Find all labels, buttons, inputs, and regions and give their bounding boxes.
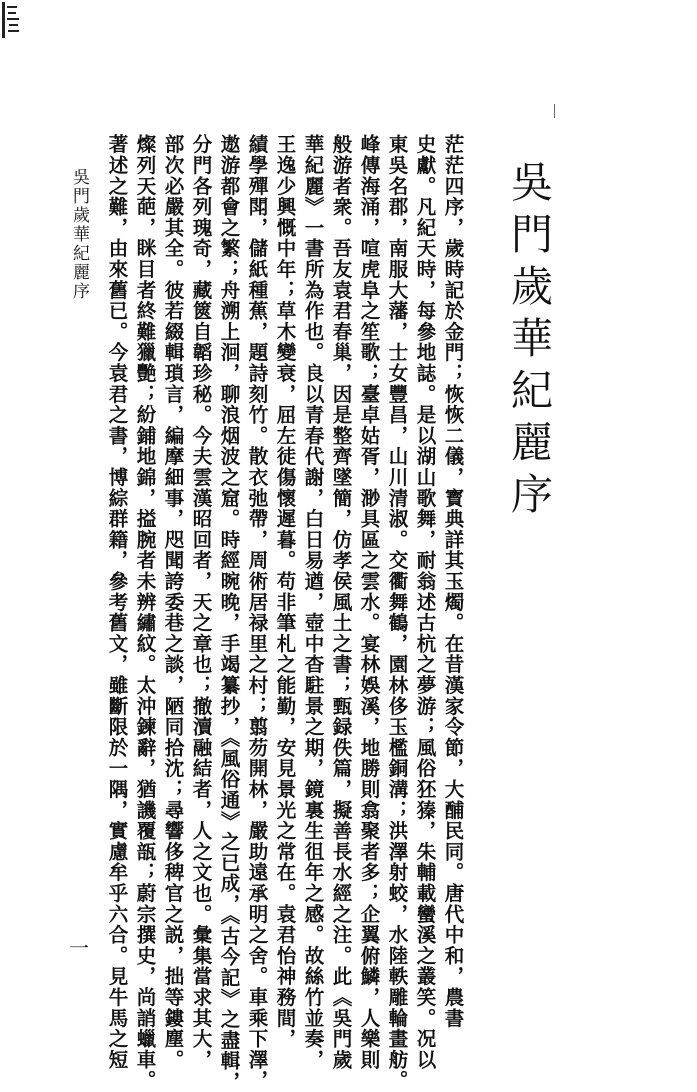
- text-column-3: 東吳名郡，南服大藩，士女豐昌，山川清淑。交衢舞鶴，園林侈玉檻銅溝；洪澤射蛟，水陸軼雕輪畫舫。: [385, 134, 409, 1091]
- text-column-7: 王逸少興慨中年；草木變衰，屈左徒傷懷遲暮。苟非筆札之能勤，安見景光之常在。袁君怡神務間，: [273, 134, 297, 1050]
- running-title: 吳門歲華紀麗序: [69, 168, 89, 301]
- text-column-4: 峰傳海涌，喧虎阜之笙歌；臺卓姑胥，渺具區之雲水。宴林娛溪，地勝則翕聚者多；企翼俯鱗，人樂則: [357, 134, 381, 1070]
- text-column-13: 著述之難，由來舊已。今袁君之書，博綜群籍，參考舊文，雖斷限於一隅，實慮牟乎六合。見牛馬之短: [105, 134, 129, 1070]
- text-column-12: 燦列天葩，眯目者終難獵艷；紛鋪地錦，搤腕者未辨繡紋。太沖鍊辭，猶譏覆瓿；蔚宗撰史，尚誚蠟車。: [133, 134, 157, 1091]
- text-column-1: 茫茫四序，歲時記於金門；恢恢二儀，寳典詳其玉燭。在昔漢家令節，大酺民同。唐代中和，農書: [441, 134, 465, 1029]
- text-column-8: 績學殫閗，儲紙種蕉，題詩刻竹。散衣弛帶，周術居禄里之村；翦芴開林，嚴助遠承明之舍。車乘下澤，: [245, 134, 269, 1091]
- scan-marks: [2, 2, 24, 40]
- text-column-10: 分門各列瑰奇，藏篋自韜珍秘。今夫雲漢昭回者，天之章也；撤瀆融結者，人之文也。彙集當求其大，: [189, 134, 213, 1070]
- text-column-6: 華紀麗》一書所為作也。良以青春代謝，白日易遒，壺中杳駐景之期，鏡裏生徂年之感。故絲竹並奏，: [301, 134, 325, 1070]
- text-column-2: 史獻。凡紀天時，每參地誌。是以湖山歌舞，耐翁述古杭之夢游；風俗狉獉，朱輔載蠻溪之叢笑。况以: [413, 134, 437, 1070]
- page-title: 吳門歲華紀麗序: [505, 160, 554, 524]
- page-number: 一: [69, 936, 89, 960]
- text-column-5: 般游者衆。吾友袁君春巢，因是整齊墜簡，仿孝侯風土之書；甄録佚篇，擬善長水經之注。此《吳門歲: [329, 134, 353, 1070]
- margin-mark: [554, 104, 555, 118]
- text-column-9: 遨游都會之繁；舟溯上洄，聊浪烟波之窟。時經晼晚，手竭纂抄，《風俗通》之已成，《古今記》之盡輯，: [217, 134, 241, 1092]
- text-column-11: 部次必嚴其全。彼若綴輯瑣言，編摩細事，咫聞誇委巷之談，陋同拾沈；尋響侈稗官之説，拙等鏤塵。: [161, 134, 185, 1070]
